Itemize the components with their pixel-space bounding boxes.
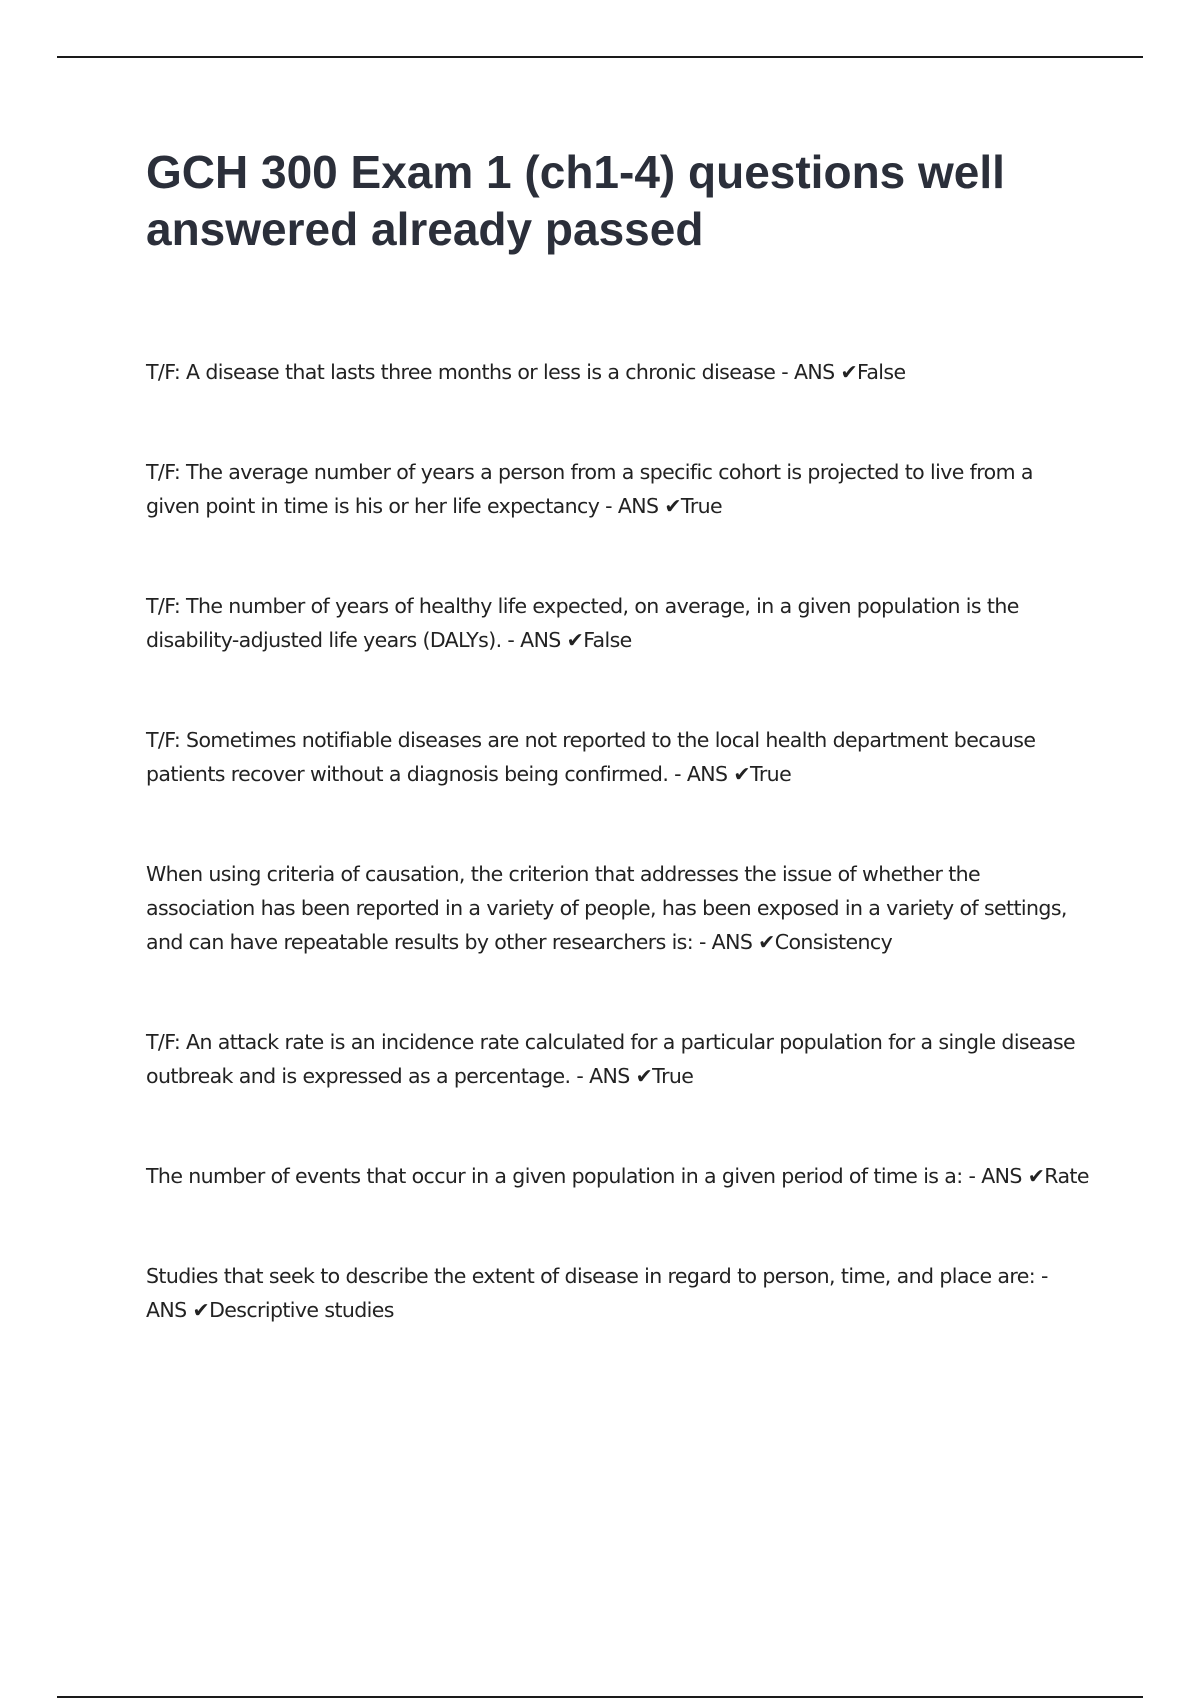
qa-item [146,1159,1091,1193]
question-text: T/F: Sometimes notifiable diseases are not reported to the local health department because patients recover without a diagnosis being confirmed. - ANS [146,728,1036,786]
top-rule [57,56,1143,58]
answer-text: False [583,628,632,652]
question-text: The number of events that occur in a given population in a given period of time is a: - ANS [146,1164,1028,1188]
answer-text: Consistency [774,930,893,954]
qa-item [146,1025,1091,1093]
qa-item [146,857,1091,959]
checkmark-icon: ✔ [758,930,775,954]
question-text: T/F: A disease that lasts three months or less is a chronic disease - ANS [146,360,841,384]
checkmark-icon: ✔ [733,762,750,786]
qa-item [146,589,1091,657]
answer-text: Descriptive studies [209,1298,394,1322]
answer-text: True [749,762,792,786]
qa-list [146,355,1091,1393]
qa-item [146,1259,1091,1327]
answer-text: False [857,360,906,384]
checkmark-icon: ✔ [840,360,858,384]
answer-text: True [652,1064,694,1088]
answer-text: True [680,494,723,518]
checkmark-icon: ✔ [566,628,584,652]
question-text: T/F: The number of years of healthy life expected, on average, in a given population is the disability-adjusted life years (DALYs). - ANS [146,594,1019,652]
qa-item [146,355,1091,389]
qa-item [146,455,1091,523]
question-text: Studies that seek to describe the extent of disease in regard to person, time, and place are: - ANS [146,1264,1048,1322]
bottom-rule [57,1696,1143,1698]
checkmark-icon: ✔ [1027,1164,1045,1188]
question-text: T/F: An attack rate is an incidence rate calculated for a particular population for a single disease outbreak and is expressed as a percentage. - ANS [146,1030,1076,1088]
question-text: T/F: The average number of years a person from a specific cohort is projected to live from a given point in time is his or her life expectancy - ANS [146,460,1033,518]
question-text: When using criteria of causation, the criterion that addresses the issue of whether the association has been reported in a variety of people, has been exposed in a variety of settings, and can have repeatable results by other researchers is: - ANS [146,862,1067,954]
document-title: GCH 300 Exam 1 (ch1-4) questions well answered already passed [146,146,1005,255]
answer-text: Rate [1044,1164,1089,1188]
checkmark-icon: ✔ [635,1064,653,1088]
qa-item [146,723,1091,791]
checkmark-icon: ✔ [664,494,681,518]
checkmark-icon: ✔ [192,1298,210,1322]
